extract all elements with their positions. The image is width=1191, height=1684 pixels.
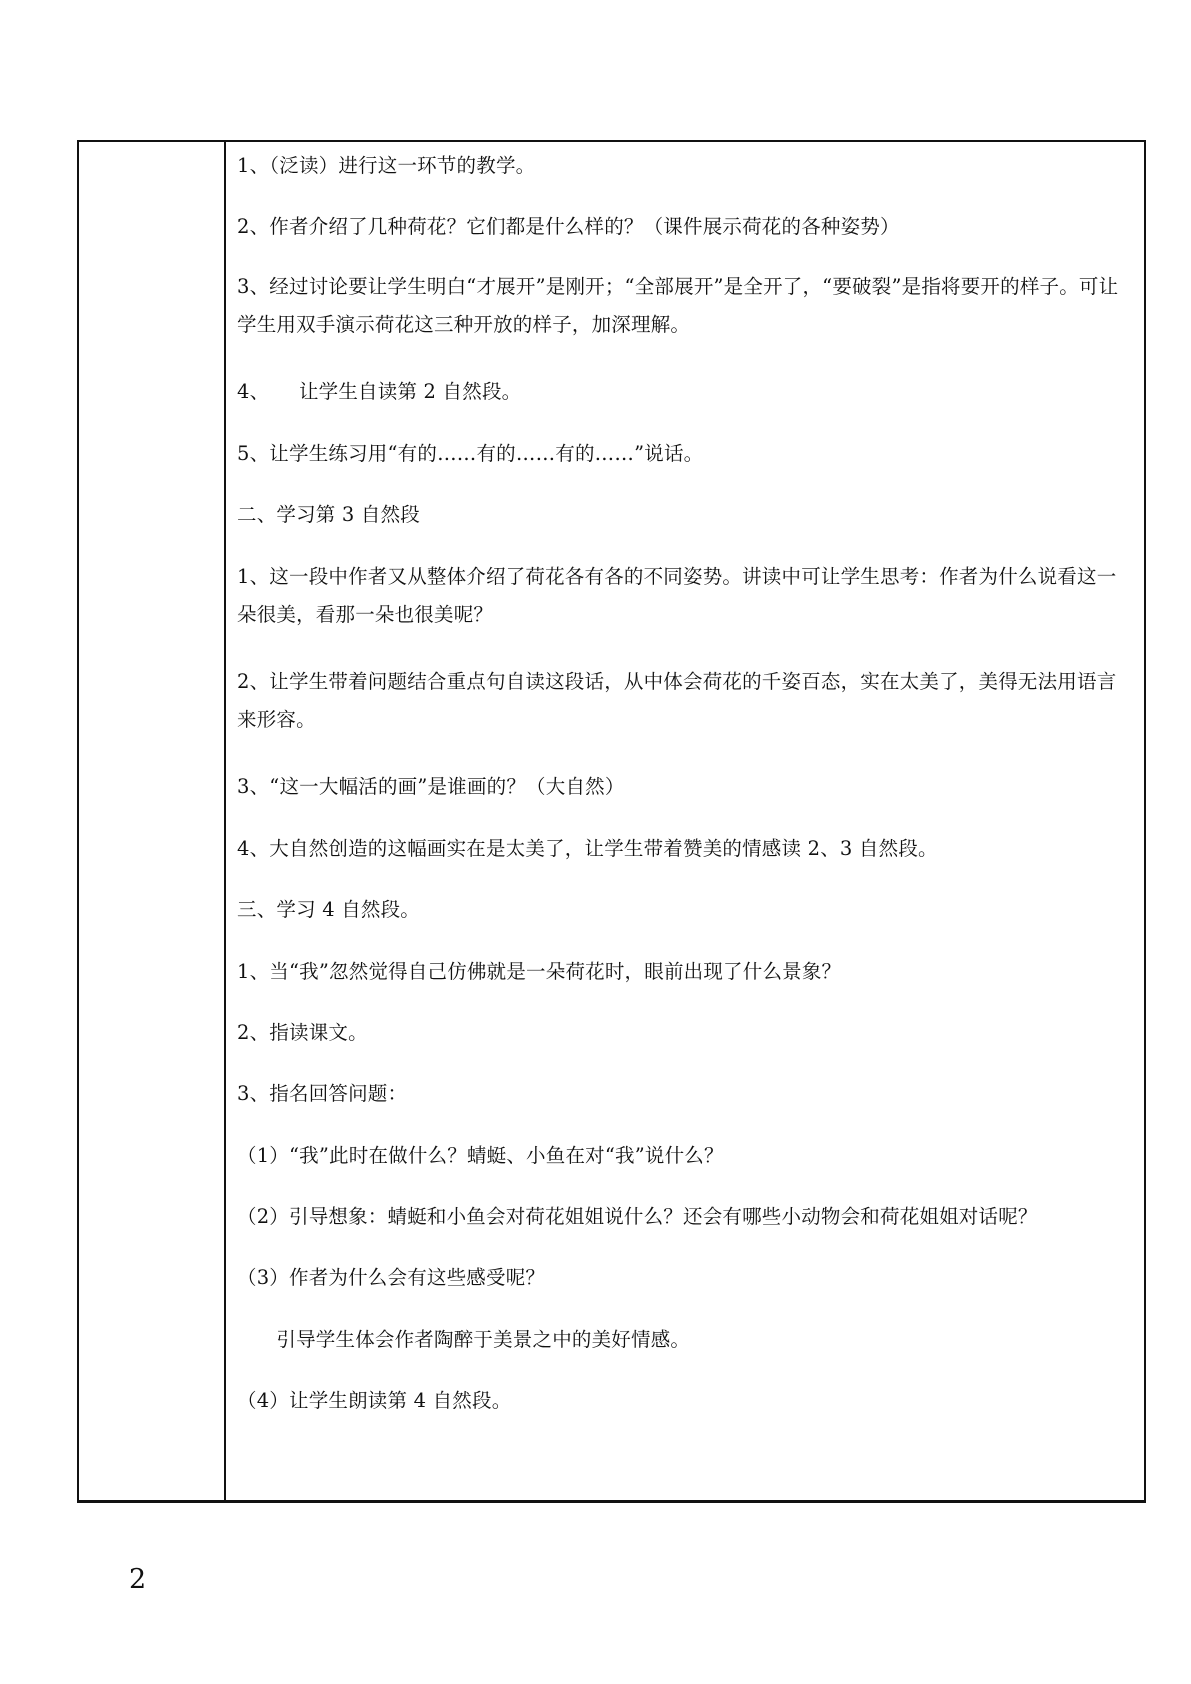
paragraph-item: （3）作者为什么会有这些感受呢？ [237,1266,546,1289]
paragraph-item: 3、指名回答问题： [237,1082,408,1105]
paragraph-item: 1、（泛读）进行这一环节的教学。 [237,154,536,177]
paragraph-item: 2、作者介绍了几种荷花？它们都是什么样的？（课件展示荷花的各种姿势） [237,215,900,238]
lesson-table [77,140,1146,1503]
paragraph-item: 2、让学生带着问题结合重点句自读这段话，从中体会荷花的千姿百态，实在太美了，美得无法用语言来形容。 [237,670,1117,731]
paragraph-item: （2）引导想象：蜻蜓和小鱼会对荷花姐姐说什么？还会有哪些小动物会和荷花姐姐对话呢？ [237,1205,1038,1228]
paragraph-item: 4、 让学生自读第 2 自然段。 [237,380,522,403]
paragraph-item: 1、这一段中作者又从整体介绍了荷花各有各的不同姿势。讲读中可让学生思考：作者为什么说看这一朵很美，看那一朵也很美呢？ [237,565,1117,626]
paragraph-item: 3、经过讨论要让学生明白“才展开”是刚开；“全部展开”是全开了，“要破裂”是指将要开的样子。可让学生用双手演示荷花这三种开放的样子，加深理解。 [237,275,1119,336]
table-content-cell [226,142,1144,1500]
paragraph-item: 引导学生体会作者陶醉于美景之中的美好情感。 [237,1328,691,1351]
paragraph-item: 2、指读课文。 [237,1021,368,1044]
section-heading: 二、学习第 3 自然段 [237,503,421,526]
paragraph-item: （1）“我”此时在做什么？蜻蜓、小鱼在对“我”说什么？ [237,1144,724,1167]
paragraph-item: 5、让学生练习用“有的……有的……有的……”说话。 [237,442,704,465]
paragraph-item: （4）让学生朗读第 4 自然段。 [237,1389,512,1412]
paragraph-item: 1、当“我”忽然觉得自己仿佛就是一朵荷花时，眼前出现了什么景象？ [237,960,842,983]
paragraph-item: 3、“这一大幅活的画”是谁画的？（大自然） [237,775,625,798]
page-number: 2 [129,1564,147,1595]
table-left-cell [79,142,226,1500]
paragraph-item: 4、大自然创造的这幅画实在是太美了，让学生带着赞美的情感读 2、3 自然段。 [237,837,938,860]
section-heading: 三、学习 4 自然段。 [237,898,421,921]
